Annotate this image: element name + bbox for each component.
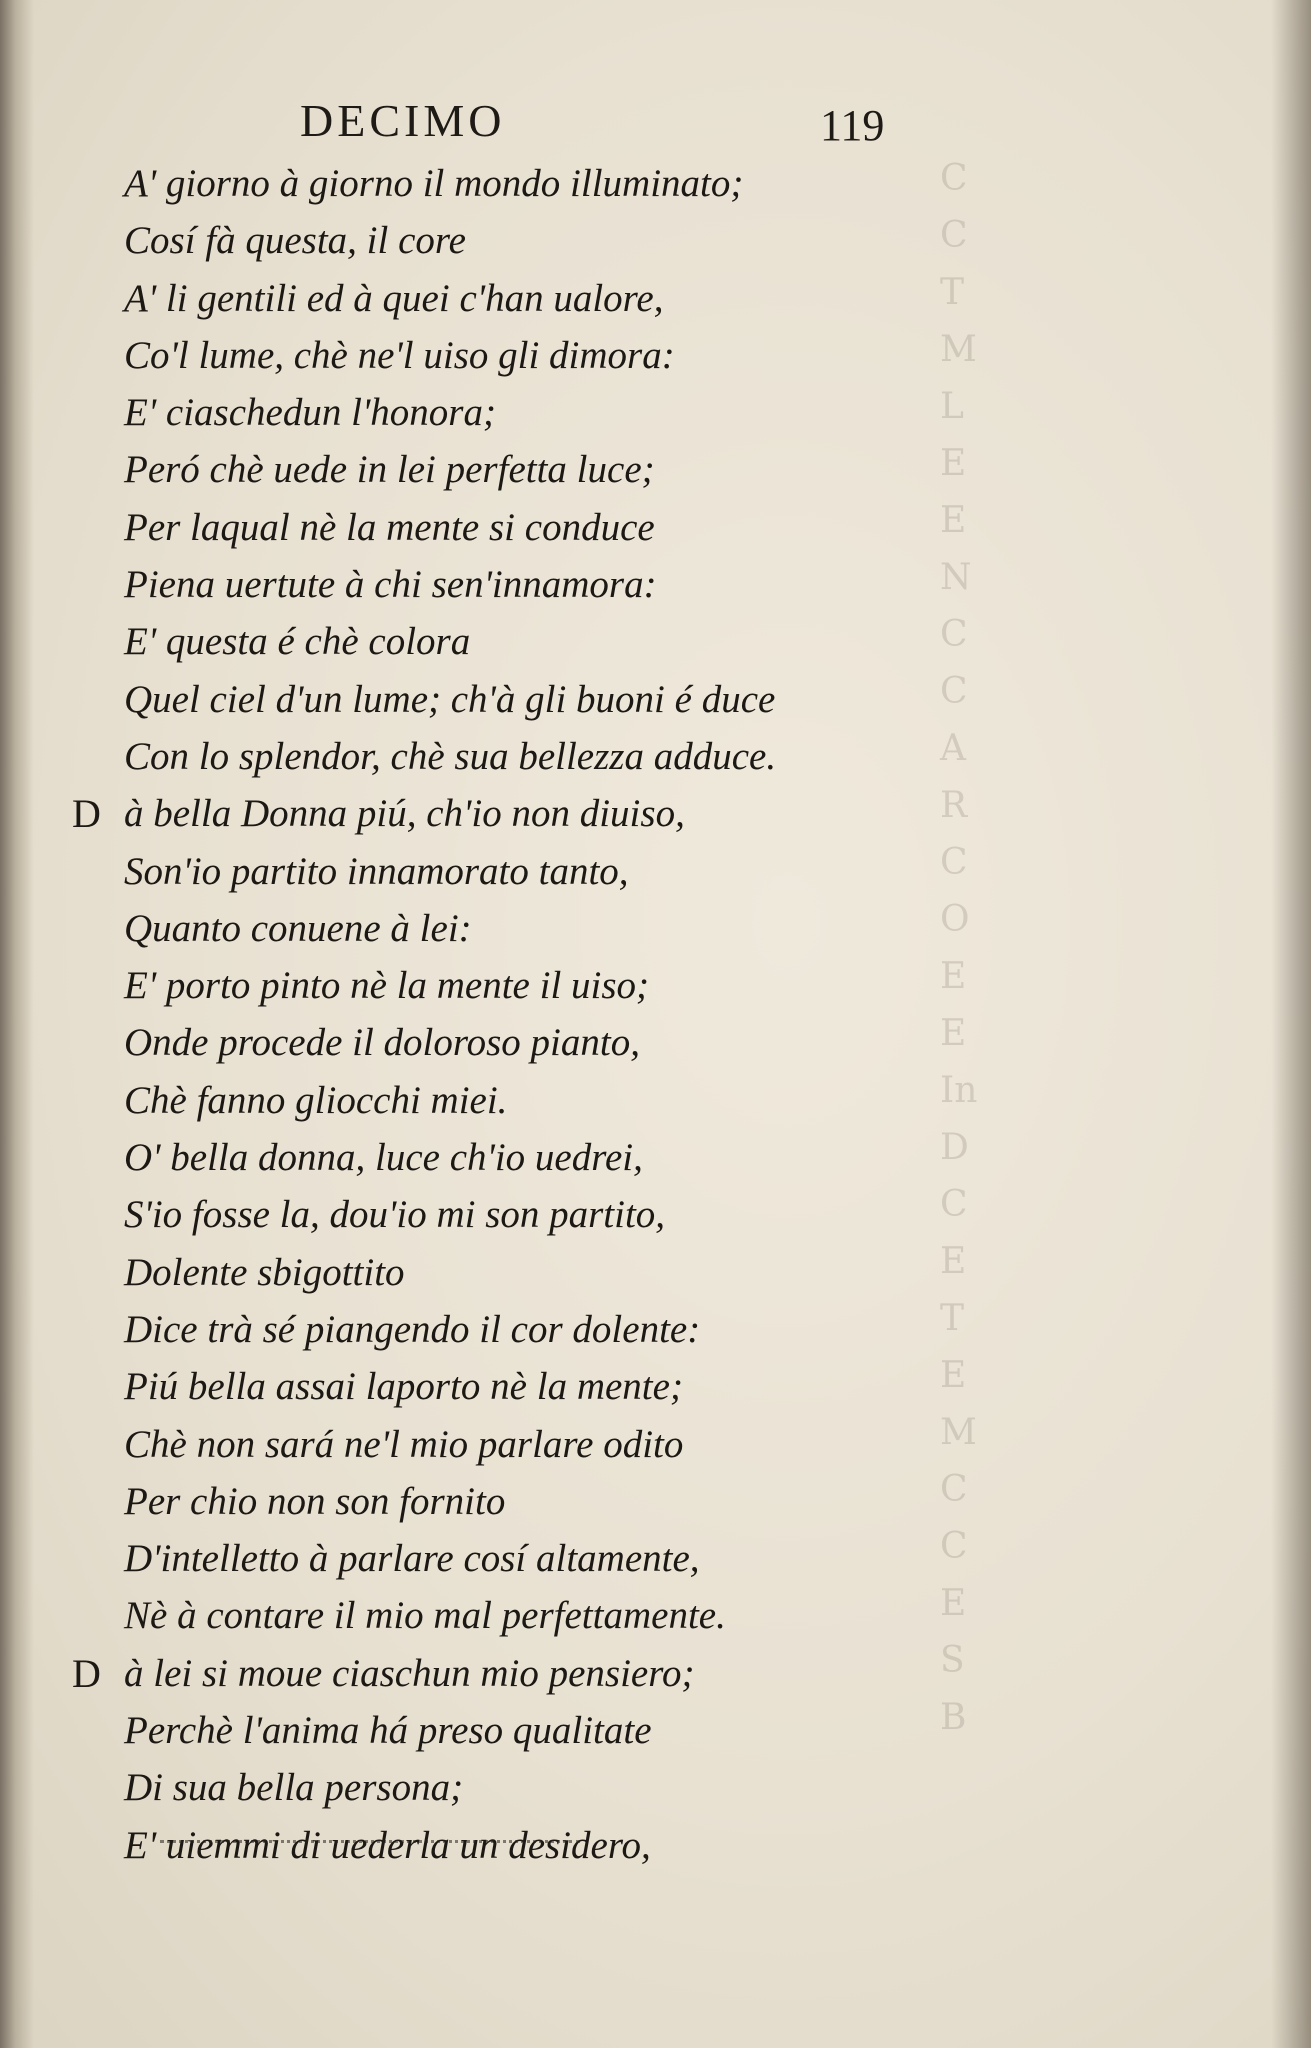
verse-line: [72, 1759, 972, 1816]
running-head: DECIMO: [300, 95, 506, 146]
verse-text: à bella Donna piú, ch'io non diuiso,: [124, 792, 685, 836]
verse-line: [72, 957, 972, 1014]
show-through-text: C C T M L E E N C C A R C O E E In D C E T E M C C E S B: [940, 158, 978, 1738]
verse-text: Perchè l'anima há preso qualitate: [124, 1709, 652, 1753]
verse-line: [72, 785, 972, 842]
verse-text: Piú bella assai laporto nè la mente;: [124, 1365, 683, 1409]
verse-text: Di sua bella persona;: [124, 1766, 464, 1810]
verse-text: Quel ciel d'un lume; ch'à gli buoni é duce: [124, 677, 776, 721]
verse-line: [72, 556, 972, 613]
verse-line: [72, 900, 972, 957]
stanza-initial: D: [72, 1650, 101, 1696]
verse-line: [72, 327, 972, 384]
verse-line: [72, 212, 972, 269]
verse-text: Cosí fà questa, il core: [124, 219, 466, 263]
verse-text: A' giorno à giorno il mondo illuminato;: [124, 162, 744, 205]
verse-line: [72, 1072, 972, 1129]
verse-text: E' questa é chè colora: [124, 620, 471, 664]
poem-text: [72, 155, 972, 1874]
verse-line: [72, 1244, 972, 1301]
verse-text: Piena uertute à chi sen'innamora:: [124, 563, 657, 607]
verse-line: [72, 499, 972, 556]
verse-text: Nè à contare il mio mal perfettamente.: [124, 1594, 726, 1638]
verse-text: Son'io partito innamorato tanto,: [124, 849, 629, 893]
verse-line: [72, 1702, 972, 1759]
page-edge-shadow: [1271, 0, 1311, 2048]
verse-text: A' li gentili ed à quei c'han ualore,: [124, 276, 664, 320]
verse-line: [72, 1587, 972, 1644]
verse-line: [72, 613, 972, 670]
verse-text: Peró chè uede in lei perfetta luce;: [124, 448, 655, 492]
verse-text: E' ciaschedun l'honora;: [124, 391, 496, 435]
verse-line: [72, 270, 972, 327]
verse-text: Chè non sará ne'l mio parlare odito: [124, 1422, 684, 1466]
verse-line: [72, 1645, 972, 1702]
verse-line: [72, 671, 972, 728]
verse-text: D'intelletto à parlare cosí altamente,: [124, 1537, 700, 1581]
verse-text: Quanto conuene à lei:: [124, 906, 472, 950]
verse-line: [72, 155, 972, 212]
verse-text: à lei si moue ciaschun mio pensiero;: [124, 1651, 695, 1695]
ink-smudge: [160, 1840, 580, 1843]
verse-text: Dolente sbigottito: [124, 1250, 405, 1294]
verse-line: [72, 1530, 972, 1587]
verse-text: Chè fanno gliocchi miei.: [124, 1078, 508, 1122]
verse-line: [72, 1473, 972, 1530]
stanza-initial: D: [72, 791, 101, 837]
verse-line: [72, 1186, 972, 1243]
verse-line: [72, 843, 972, 900]
page-number: 119: [820, 101, 885, 150]
verse-text: Dice trà sé piangendo il cor dolente:: [124, 1307, 701, 1351]
verse-line: [72, 1416, 972, 1473]
verse-text: Onde procede il doloroso pianto,: [124, 1021, 640, 1065]
verse-text: E' porto pinto nè la mente il uiso;: [124, 964, 650, 1008]
verse-text: O' bella donna, luce ch'io uedrei,: [124, 1136, 643, 1180]
verse-line: [72, 1301, 972, 1358]
verse-text: S'io fosse la, dou'io mi son partito,: [124, 1193, 666, 1237]
verse-line: [72, 1817, 972, 1874]
verse-text: Per chio non son fornito: [124, 1479, 506, 1523]
verse-text: Co'l lume, chè ne'l uiso gli dimora:: [124, 333, 675, 377]
verse-line: [72, 441, 972, 498]
verse-line: [72, 384, 972, 441]
verse-text: Con lo splendor, chè sua bellezza adduce.: [124, 734, 777, 778]
verse-text: E' uiemmi di uederla un desidero,: [124, 1823, 651, 1867]
spine-shadow: [0, 0, 34, 2048]
verse-line: [72, 728, 972, 785]
verse-line: [72, 1129, 972, 1186]
verse-line: [72, 1014, 972, 1071]
verse-line: [72, 1358, 972, 1415]
verse-text: Per laqual nè la mente si conduce: [124, 505, 655, 549]
